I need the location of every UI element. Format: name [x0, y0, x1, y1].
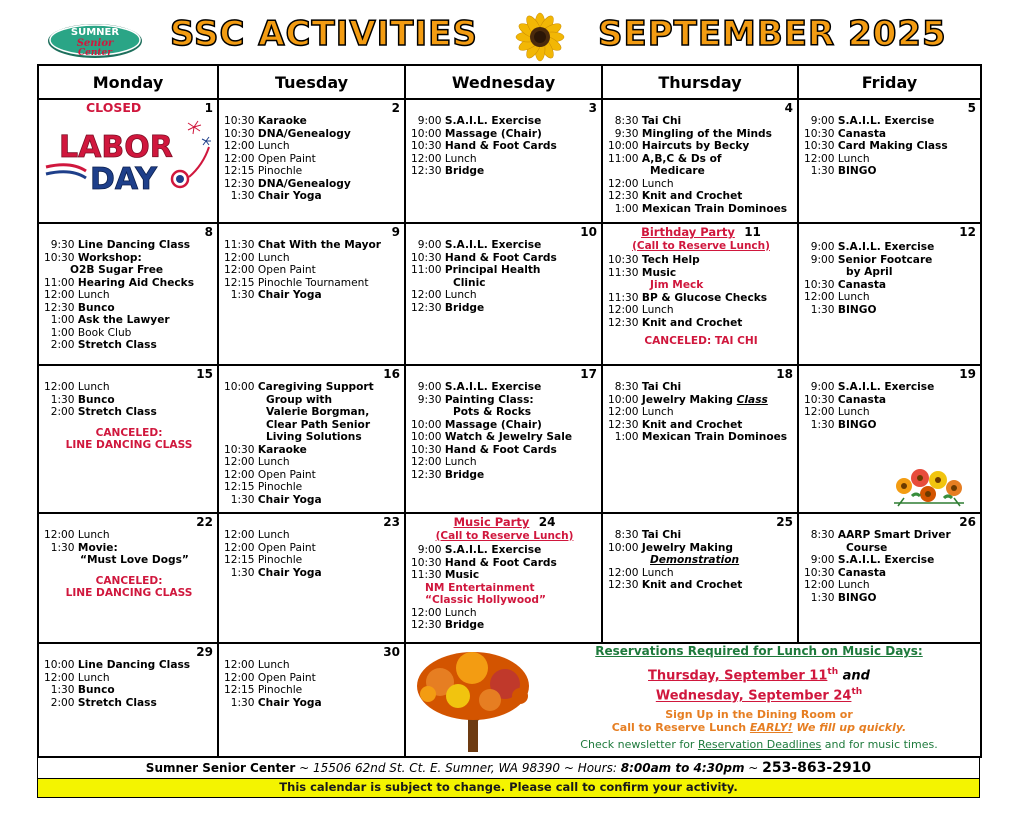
day-number: 1 — [204, 101, 213, 115]
signup-line-1: Sign Up in the Dining Room or — [665, 707, 853, 721]
day-cell-23: 23 12:00 Lunch 12:00 Open Paint 12:15 Pinochle 1:30 Chair Yoga — [218, 513, 405, 643]
day-number: 29 — [196, 645, 213, 659]
event-time: 10:30 — [224, 115, 258, 127]
day-number: 22 — [196, 515, 213, 529]
info-heading: Reservations Required for Lunch on Music Days: — [595, 644, 923, 658]
week-row-3 — [38, 365, 981, 513]
birthday-party-label: Birthday Party — [641, 225, 735, 239]
day-cell-4: 4 8:30 Tai Chi 9:30 Mingling of the Minds 10:00 Haircuts by Becky 11:00 A,B,C & Ds of Medicare 12:00 Lunch 12:30 Knit and Crochet 1:00 Mexican Train Dominoes — [602, 99, 798, 223]
center-hours: 8:00am to 4:30pm — [620, 761, 745, 775]
sunflower-icon — [512, 12, 568, 62]
day-cell-10: 10 9:00 S.A.I.L. Exercise 10:30 Hand & Foot Cards 11:00 Principal Health Clinic 12:00 Lunch 12:30 Bridge — [405, 223, 602, 365]
day-cell-16: 16 10:00 Caregiving Support Group with Valerie Borgman, Clear Path Senior Living Solutions 10:30 Karaoke 12:00 Lunch 12:00 Open Paint 12:15 Pinochle 1:30 Chair Yoga — [218, 365, 405, 513]
day-number: 26 — [959, 515, 976, 529]
day-number: 18 — [776, 367, 793, 381]
day-cell-5: 5 9:00 S.A.I.L. Exercise 10:30 Canasta 10:30 Card Making Class 12:00 Lunch 1:30 BINGO — [798, 99, 981, 223]
footer-contact: Sumner Senior Center ~ 15506 62nd St. Ct. E. Sumner, WA 98390 ~ Hours: 8:00am to 4:30pm ~ 253-863-2910 — [37, 757, 980, 779]
weekday-monday: Monday — [38, 65, 218, 99]
day-cell-1 — [38, 99, 218, 223]
day-number: 12 — [959, 225, 976, 239]
center-name: Sumner Senior Center — [145, 761, 296, 775]
day-number: 17 — [580, 367, 597, 381]
day-number: 11 — [744, 225, 761, 239]
event-item: Karaoke — [257, 115, 307, 127]
day-cell-29: 29 10:00 Line Dancing Class 12:00 Lunch 1:30 Bunco 2:00 Stretch Class — [38, 643, 218, 757]
day-number: 24 — [538, 515, 556, 529]
weekday-wednesday: Wednesday — [405, 65, 602, 99]
day-number: 5 — [967, 101, 976, 115]
svg-text:Senior: Senior — [76, 38, 114, 49]
day-number: 19 — [959, 367, 976, 381]
svg-text:SUMNER: SUMNER — [70, 27, 120, 38]
week-row-1 — [38, 99, 981, 223]
day-cell-30: 30 12:00 Lunch 12:00 Open Paint 12:15 Pinochle 1:30 Chair Yoga — [218, 643, 405, 757]
reserve-lunch-note: (Call to Reserve Lunch) — [632, 239, 770, 252]
canceled-line-dancing: LINE DANCING CLASS — [65, 439, 193, 451]
center-address: ~ 15506 62nd St. Ct. E. Sumner, WA 98390 ~ Hours: — [295, 761, 621, 775]
day-cell-8: 8 9:30 Line Dancing Class 10:30 Workshop: O2B Sugar Free 11:00 Hearing Aid Checks 12:00 Lunch 12:30 Bunco 1:00 Ask the Lawyer 1:00 Book Club 2:00 Stretch Class — [38, 223, 218, 365]
day-number: 2 — [391, 101, 400, 115]
labor-day-graphic — [44, 119, 214, 199]
day-number: 9 — [391, 225, 400, 239]
svg-text:Center: Center — [77, 48, 113, 58]
center-phone: 253-863-2910 — [762, 760, 872, 776]
canceled-label: CANCELED: — [95, 574, 163, 587]
schedule-change-notice: This calendar is subject to change. Please call to confirm your activity. — [37, 778, 980, 798]
day-number: 25 — [776, 515, 793, 529]
page-title: SSC ACTIVITIES — [170, 14, 478, 54]
svg-text:LABOR: LABOR — [59, 129, 173, 165]
closed-label: CLOSED — [86, 100, 142, 115]
svg-text:DAY: DAY — [90, 161, 157, 197]
day-number: 16 — [383, 367, 400, 381]
day-number: 30 — [383, 645, 400, 659]
newsletter-note: Check newsletter for Reservation Deadlines and for music times. — [580, 737, 938, 751]
week-row-4 — [38, 513, 981, 643]
autumn-tree-icon — [410, 646, 540, 754]
canceled-line-dancing: LINE DANCING CLASS — [65, 587, 193, 599]
day-cell-2: 2 10:30 Karaoke 10:30 DNA/Genealogy 12:00 Lunch 12:00 Open Paint 12:15 Pinochle 12:30 DNA/Genealogy 1:30 Chair Yoga — [218, 99, 405, 223]
music-party-label: Music Party — [453, 515, 530, 529]
weekday-thursday: Thursday — [602, 65, 798, 99]
signup-line-2: Call to Reserve Lunch EARLY! We fill up quickly. — [611, 720, 907, 734]
header — [0, 0, 1024, 64]
day-cell-11: Birthday Party 11 (Call to Reserve Lunch) 10:30 Tech Help 11:30 Music Jim Meck 11:30 BP & Glucose Checks 12:00 Lunch 12:30 Knit and Crochet CANCELED: TAI CHI — [602, 223, 798, 365]
day-cell-24: Music Party 24 (Call to Reserve Lunch) 9:00 S.A.I.L. Exercise 10:30 Hand & Foot Cards 11:30 Music NM Entertainment “Classic Hollywood” 12:00 Lunch 12:30 Bridge — [405, 513, 602, 643]
music-date-1: Thursday, September 11 — [648, 668, 828, 684]
sumner-senior-center-logo — [45, 20, 145, 60]
day-cell-19: 19 9:00 S.A.I.L. Exercise 10:30 Canasta 12:00 Lunch 1:30 BINGO — [798, 365, 981, 513]
day-number: 10 — [580, 225, 597, 239]
day-number: 3 — [588, 101, 597, 115]
day-cell-12: 12 9:00 S.A.I.L. Exercise 9:00 Senior Footcare by April 10:30 Canasta 12:00 Lunch 1:30 BINGO — [798, 223, 981, 365]
weekday-header-row — [38, 65, 981, 99]
week-row-2 — [38, 223, 981, 365]
weekday-friday: Friday — [798, 65, 981, 99]
canceled-label: CANCELED: — [95, 426, 163, 439]
day-cell-22: 22 12:00 Lunch 1:30 Movie: “Must Love Dogs” CANCELED: LINE DANCING CLASS — [38, 513, 218, 643]
day-cell-18: 18 8:30 Tai Chi 10:00 Jewelry Making Class 12:00 Lunch 12:30 Knit and Crochet 1:00 Mexican Train Dominoes — [602, 365, 798, 513]
month-title: SEPTEMBER 2025 — [598, 14, 947, 54]
day-cell-3: 3 9:00 S.A.I.L. Exercise 10:00 Massage (Chair) 10:30 Hand & Foot Cards 12:00 Lunch 12:30 Bridge — [405, 99, 602, 223]
canceled-tai-chi: CANCELED: TAI CHI — [644, 335, 758, 347]
flower-bouquet-icon — [884, 458, 974, 508]
day-number: 15 — [196, 367, 213, 381]
day-cell-25: 25 8:30 Tai Chi 10:00 Jewelry Making Demonstration 12:00 Lunch 12:30 Knit and Crochet — [602, 513, 798, 643]
day-number: 23 — [383, 515, 400, 529]
music-date-2: Wednesday, September 24 — [655, 688, 852, 704]
day-number: 4 — [784, 101, 793, 115]
lunch-reservation-info: Reservations Required for Lunch on Music Days: Thursday, September 11th and Wednesday, September 24th Sign Up in the Dining Room or Call to Reserve Lunch EARLY! We fill up quickly. Check newsletter for Reservation Deadlines and for music times. — [540, 644, 978, 751]
day-cell-26: 26 8:30 AARP Smart Driver Course 9:00 S.A.I.L. Exercise 10:30 Canasta 12:00 Lunch 1:30 BINGO — [798, 513, 981, 643]
day-cell-9: 9 11:30 Chat With the Mayor 12:00 Lunch 12:00 Open Paint 12:15 Pinochle Tournament 1:30 Chair Yoga — [218, 223, 405, 365]
weekday-tuesday: Tuesday — [218, 65, 405, 99]
reserve-lunch-note: (Call to Reserve Lunch) — [435, 529, 574, 542]
day-cell-15: 15 12:00 Lunch 1:30 Bunco 2:00 Stretch Class CANCELED: LINE DANCING CLASS — [38, 365, 218, 513]
day-cell-17: 17 9:00 S.A.I.L. Exercise 9:30 Painting Class: Pots & Rocks 10:00 Massage (Chair) 10:00 Watch & Jewelry Sale 10:30 Hand & Foot Cards 12:00 Lunch 12:30 Bridge — [405, 365, 602, 513]
day-number: 8 — [204, 225, 213, 239]
